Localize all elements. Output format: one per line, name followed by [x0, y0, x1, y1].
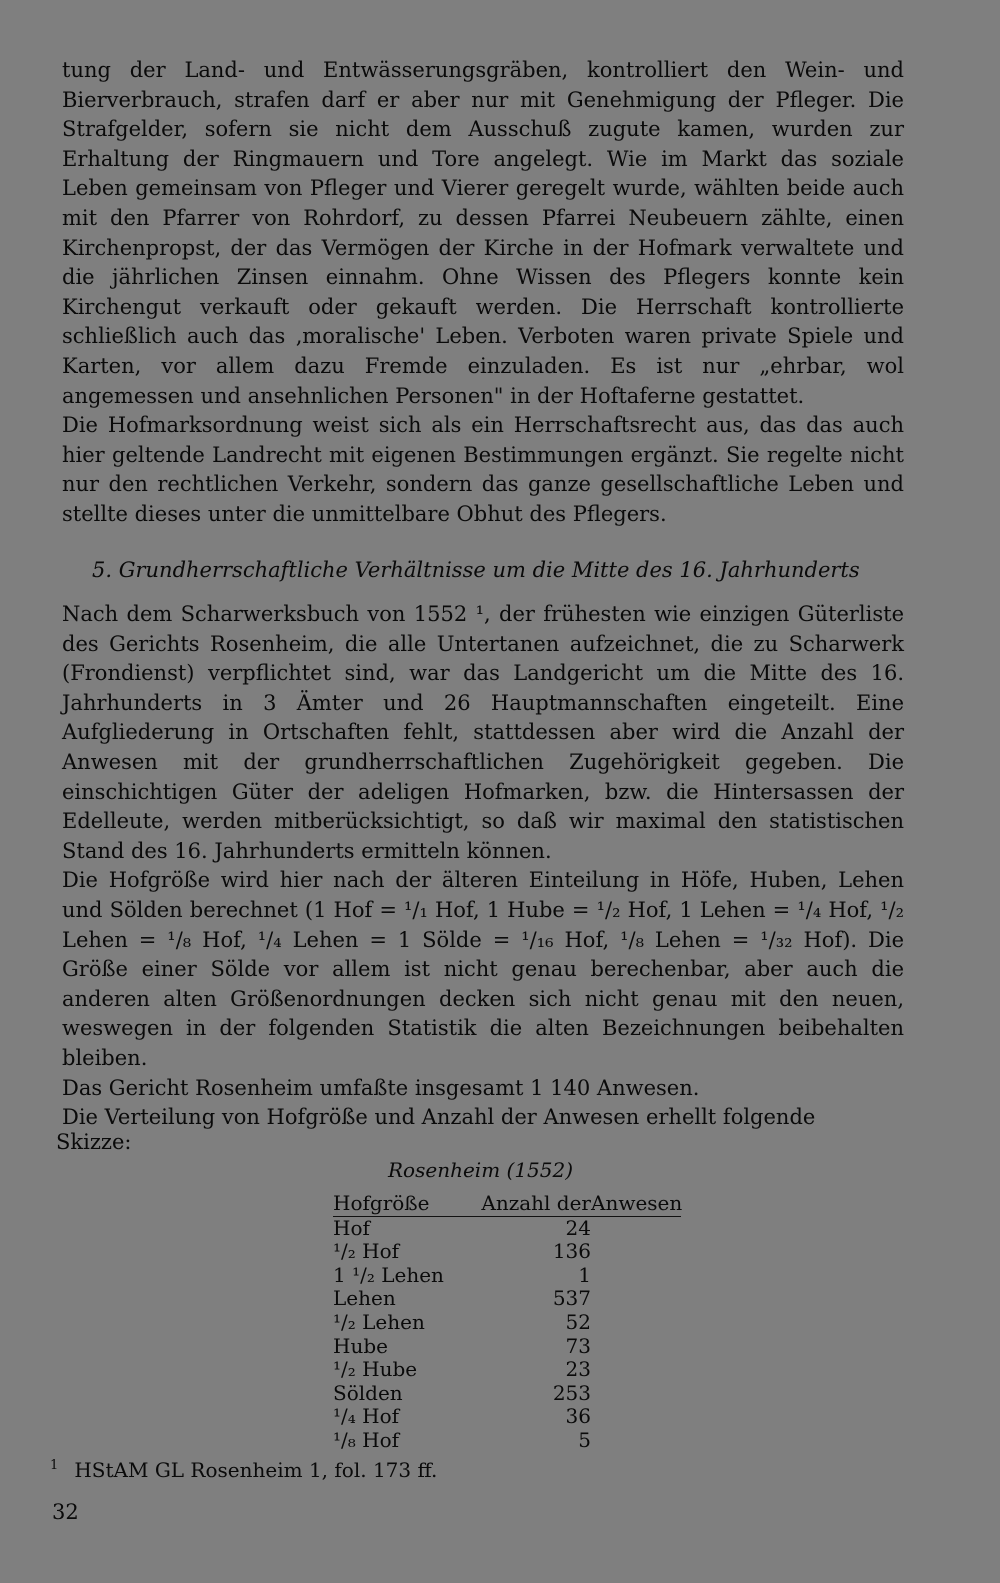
cell-count: 253	[552, 1380, 591, 1405]
intro-text	[62, 56, 904, 530]
cell-count: 23	[565, 1357, 591, 1382]
cell-size: Hube	[333, 1333, 388, 1358]
table-row	[333, 1264, 681, 1288]
cell-size: ¹/₂ Hof	[333, 1239, 400, 1264]
table-row	[333, 1287, 681, 1311]
footnote	[50, 1458, 437, 1482]
table-row	[333, 1429, 681, 1453]
table-row	[333, 1405, 681, 1429]
paragraph: Das Gericht Rosenheim umfaßte insgesamt 1 140 Anwesen.	[62, 1075, 700, 1100]
cell-size: ¹/₈ Hof	[333, 1427, 400, 1452]
cell-size: ¹/₂ Hube	[333, 1357, 418, 1382]
cell-size: Sölden	[333, 1380, 403, 1405]
cell-size: Hof	[333, 1215, 370, 1240]
cell-count: 537	[552, 1286, 591, 1311]
paragraph: Die Hofgröße wird hier nach der älteren Einteilung in Höfe, Huben, Lehen und Sölden berechnet (1 Hof = ¹/₁ Hof, 1 Hube = ¹/₂ Hof, 1 Lehen = ¹/₄ Hof, ¹/₂ Lehen = ¹/₈ Hof, ¹/₄ Lehen = 1 Sölde = ¹/₁₆ Hof, ¹/₈ Lehen = ¹/₃₂ Hof). Die Größe einer Sölde vor allem ist nicht genau berechenbar, aber auch die anderen alten Größenordnungen decken sich nicht genau mit den neuen, weswegen in der folgenden Statistik die alten Bezeichnungen beibehalten bleiben.	[62, 868, 904, 1070]
cell-count: 73	[565, 1333, 591, 1358]
table-row	[333, 1217, 681, 1241]
page-number: 32	[52, 1500, 79, 1524]
cell-size: Lehen	[333, 1286, 396, 1311]
cell-size: 1 ¹/₂ Lehen	[333, 1262, 444, 1287]
section-heading: 5. Grundherrschaftliche Verhältnisse um die Mitte des 16. Jahrhunderts	[92, 558, 860, 582]
skizze-label: Skizze:	[56, 1130, 132, 1154]
paragraph: Nach dem Scharwerksbuch von 1552 ¹, der frühesten wie einzigen Güterliste des Gerichts Rosenheim, die alle Untertanen aufzeichnet, die zu Scharwerk (Frondienst) verpflichtet sind, war das Landgericht um die Mitte des 16. Jahrhunderts in 3 Ämter und 26 Hauptmannschaften eingeteilt. Eine Aufgliederung in Ortschaften fehlt, stattdessen aber wird die Anzahl der Anwesen mit der grundherrschaftlichen Zugehörigkeit gegeben. Die einschichtigen Güter der adeligen Hofmarken, bzw. die Hintersassen der Edelleute, werden mitberücksichtigt, so daß wir maximal den statistischen Stand des 16. Jahrhunderts ermitteln können.	[62, 602, 904, 863]
header-anzahl: Anzahl der	[481, 1191, 591, 1215]
cell-count: 36	[565, 1404, 591, 1429]
table-row	[333, 1335, 681, 1359]
cell-count: 52	[565, 1309, 591, 1334]
cell-size: ¹/₄ Hof	[333, 1404, 400, 1429]
paragraph: tung der Land- und Entwässerungsgräben, kontrolliert den Wein- und Bierverbrauch, strafen darf er aber nur mit Genehmigung der Pfleger. Die Strafgelder, sofern sie nicht dem Ausschuß zugute kamen, wurden zur Erhaltung der Ringmauern und Tore angelegt. Wie im Markt das soziale Leben gemeinsam von Pfleger und Vierer geregelt wurde, wählten beide auch mit den Pfarrer von Rohrdorf, zu dessen Pfarrei Neubeuern zählte, einen Kirchenpropst, der das Vermögen der Kirche in der Hofmark verwaltete und die jährlichen Zinsen einnahm. Ohne Wissen des Pflegers konnte kein Kirchengut verkauft oder gekauft werden. Die Herrschaft kontrollierte schließlich auch das ‚moralische' Leben. Verboten waren private Spiele und Karten, vor allem dazu Fremde einzuladen. Es ist nur „ehrbar, wol angemessen und ansehnlichen Personen" in der Hoftaferne gestattet.	[62, 58, 904, 408]
table-title: Rosenheim (1552)	[388, 1158, 574, 1182]
statistics-table	[333, 1192, 681, 1453]
cell-count: 136	[552, 1239, 591, 1264]
table-row	[333, 1382, 681, 1406]
header-hofgroesse: Hofgröße	[333, 1191, 430, 1215]
section-text	[62, 600, 904, 1133]
cell-count: 1	[578, 1262, 591, 1287]
cell-count: 24	[565, 1215, 591, 1240]
footnote-mark: 1	[50, 1458, 59, 1474]
table-row	[333, 1311, 681, 1335]
table-row	[333, 1358, 681, 1382]
paragraph: Die Hofmarksordnung weist sich als ein Herrschaftsrecht aus, das das auch hier geltende Landrecht mit eigenen Bestimmungen ergänzt. Sie regelte nicht nur den rechtlichen Verkehr, sondern das ganze gesellschaftliche Leben und stellte dieses unter die unmittelbare Obhut des Pflegers.	[62, 413, 904, 526]
cell-count: 5	[578, 1427, 591, 1452]
footnote-text: HStAM GL Rosenheim 1, fol. 173 ff.	[74, 1458, 438, 1482]
table-header	[333, 1192, 681, 1217]
paragraph: Die Verteilung von Hofgröße und Anzahl der Anwesen erhellt folgende	[62, 1105, 816, 1130]
cell-size: ¹/₂ Lehen	[333, 1309, 425, 1334]
table-row	[333, 1240, 681, 1264]
header-anwesen: Anwesen	[591, 1191, 683, 1215]
